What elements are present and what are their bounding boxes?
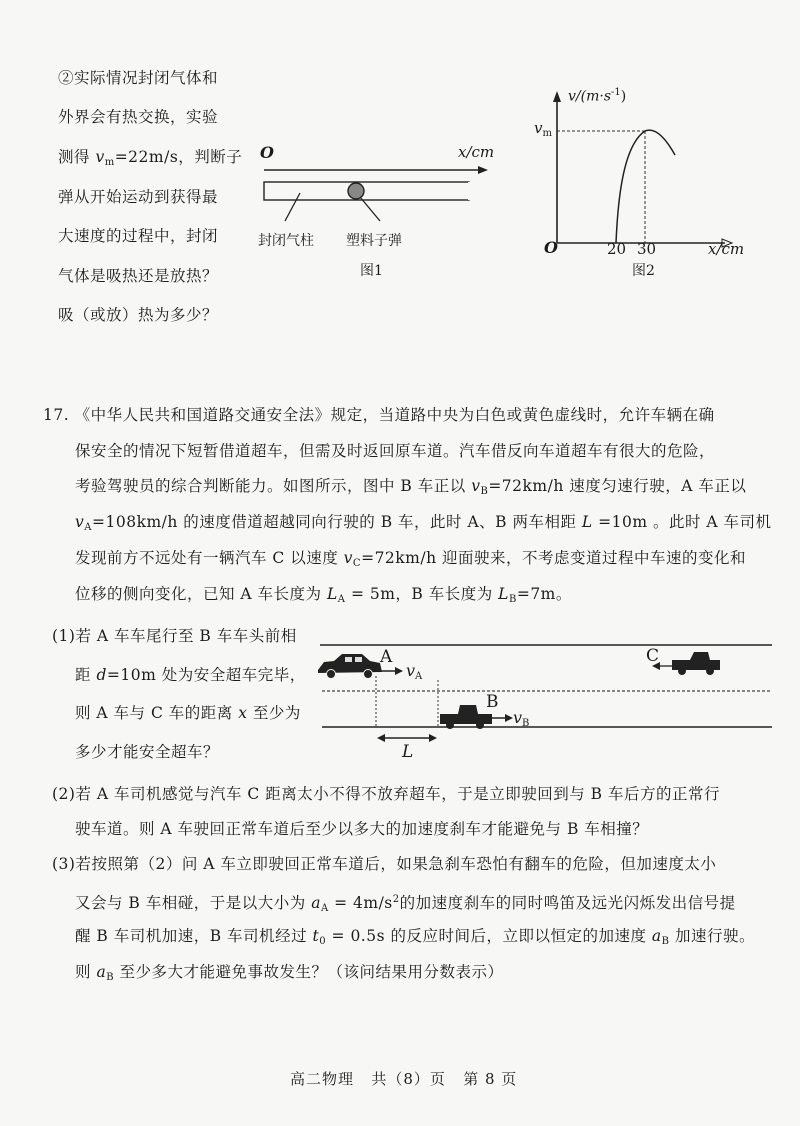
q16-line-3: 测得 $v_m=22m/s$，判断子: [58, 148, 243, 168]
q17-intro-line-5: 发现前方不远处有一辆汽车 C 以速度 $v_C=72km/h$ 迎面驶来，不考虑变道过程中车速的变化和: [75, 549, 747, 569]
va-label: $v_A$: [406, 661, 423, 682]
q16-line-7: 吸（或放）热为多少？: [58, 306, 219, 324]
car-a-icon: [318, 654, 382, 679]
car-b-label: B: [486, 692, 499, 712]
figure-1: [250, 135, 510, 285]
figure-1-axis-label: x/cm: [458, 143, 495, 161]
figure-1-caption: 图1: [360, 263, 383, 279]
q17-part1-line-1: (1)若 A 车车尾行至 B 车车头前相: [52, 627, 297, 645]
q17-intro-line-4: $v_A=108km/h$ 的速度借道超越同向行驶的 B 车，此时 A、B 两车相距 L =10m 。此时 A 车司机: [75, 513, 772, 533]
q17-part1-line-3: 则 A 车与 C 车的距离 x 至少为: [75, 704, 301, 722]
q16-line-5: 大速度的过程中，封闭: [58, 227, 219, 245]
q17-intro-line-3: 考验驾驶员的综合判断能力。如图所示，图中 B 车正以 $v_B=72km/h$ 速度匀速行驶，A 车正以: [75, 477, 747, 497]
y-tick-vm: $v_m$: [534, 119, 552, 139]
q17-intro-line-2: 保安全的情况下短暂借道超车，但需及时返回原车道。汽车借反向车道超车有很大的危险，: [75, 442, 716, 460]
q17-intro-line-6: 位移的侧向变化，已知 A 车长度为 $L_A = 5m$，B 车长度为 $L_B=7m$。: [75, 585, 572, 605]
figure-2-origin: O: [544, 238, 558, 257]
x-tick-30: 30: [637, 240, 657, 258]
q17-part3-line-1: (3)若按照第（2）问 A 车立即驶回正常车道后，如果急刹车恐怕有翻车的危险，但加速度太小: [52, 855, 717, 873]
vb-label: $v_B$: [513, 708, 530, 729]
q16-line-2: 外界会有热交换，实验: [58, 108, 219, 126]
gap-label: L: [402, 742, 414, 762]
figure-2-chart: [520, 85, 780, 285]
q17-part3-line-2: 又会与 B 车相碰，于是以大小为 $a_A = 4m/s^2$的加速度刹车的同时鸣笛及远光闪烁发出信号提: [75, 894, 736, 915]
car-b-icon: [440, 705, 492, 729]
car-a-label: A: [380, 647, 393, 667]
page-footer: [290, 1068, 517, 1089]
footer-page-number: 第 8 页: [463, 1070, 518, 1088]
figure-1-origin: O: [260, 143, 274, 162]
road-figure: [310, 630, 785, 765]
label-plastic-bullet: 塑料子弹: [346, 233, 402, 249]
q16-line-4: 弹从开始运动到获得最: [58, 188, 219, 206]
x-tick-20: 20: [607, 240, 627, 258]
q16-line-6: 气体是吸热还是放热？: [58, 267, 219, 285]
q16-line-1: ②实际情况封闭气体和: [58, 69, 219, 87]
footer-subject: 高二物理: [290, 1070, 355, 1088]
q17-part3-line-3: 醒 B 车司机加速，B 车司机经过 $t_0 = 0.5s$ 的反应时间后，立即以恒定的加速度 $a_B$ 加速行驶。: [75, 927, 755, 947]
q17-intro-line-1: 17. 《中华人民共和国道路交通安全法》规定，当道路中央为白色或黄色虚线时，允许车辆在确: [43, 406, 715, 424]
q17-part1-line-2: 距 d=10m 处为安全超车完毕，: [75, 666, 306, 684]
y-axis-label: $v/(m\cdot s^{-1})$: [568, 87, 627, 105]
car-c-icon: [672, 652, 720, 675]
q17-part2-line-1: (2)若 A 车司机感觉与汽车 C 距离太小不得不放弃超车，于是立即驶回到与 B 车后方的正常行: [52, 785, 720, 803]
q17-part2-line-2: 驶车道。则 A 车驶回正常车道后至少以多大的加速度刹车才能避免与 B 车相撞？: [75, 820, 649, 838]
q17-part1-line-4: 多少才能安全超车？: [75, 743, 220, 761]
x-axis-label: x/cm: [708, 240, 745, 258]
label-sealed-gas: 封闭气柱: [258, 233, 314, 249]
figure-2-caption: 图2: [632, 263, 655, 279]
q17-part3-line-4: 则 $a_B$ 至少多大才能避免事故发生？（该问结果用分数表示）: [75, 963, 504, 983]
footer-total-pages: 共（8）页: [371, 1070, 446, 1088]
car-c-label: C: [646, 646, 660, 666]
